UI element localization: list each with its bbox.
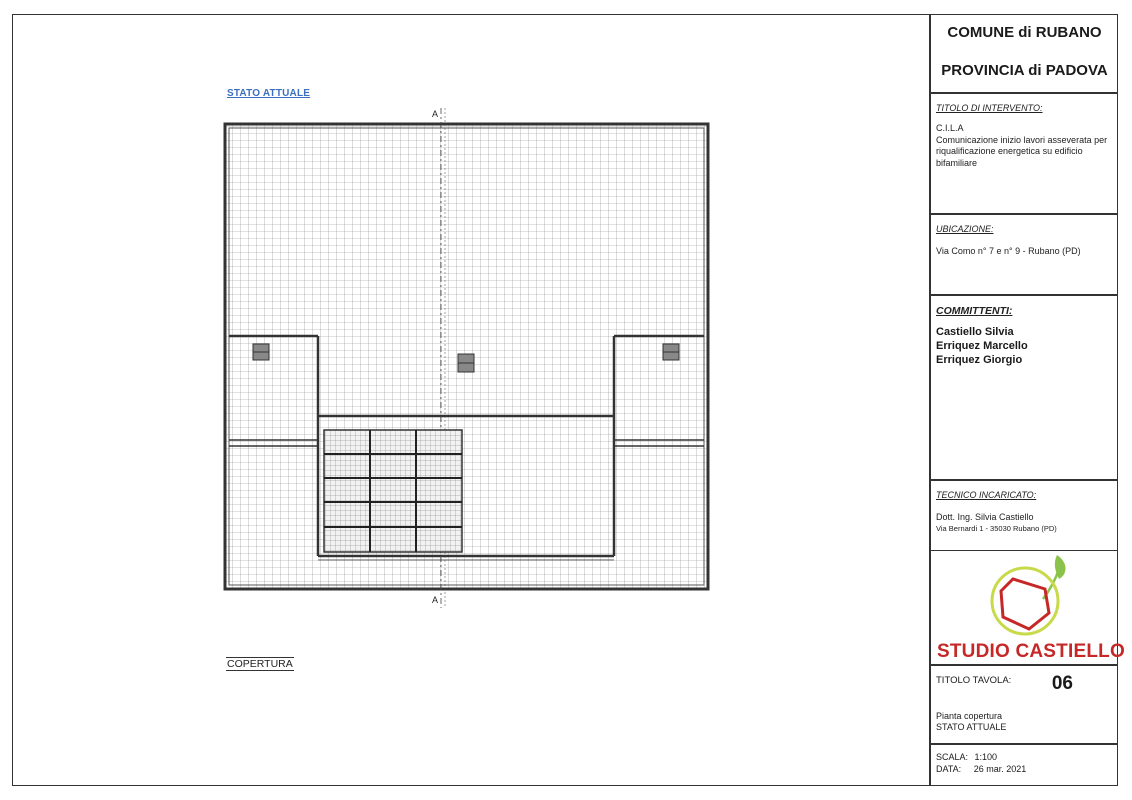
technician-title: TECNICO INCARICATO: <box>936 490 1037 500</box>
title-block <box>929 14 1125 786</box>
studio-logo-icon <box>931 551 1118 643</box>
clients-section <box>931 296 1118 481</box>
date-value: 26 mar. 2021 <box>973 764 1027 774</box>
sheet-desc-1: Pianta copertura <box>936 711 1003 721</box>
sheet-number: 06 <box>1051 673 1073 694</box>
clients-list <box>936 325 1118 367</box>
clients-title: COMMITTENTI: <box>936 305 1013 317</box>
province: PROVINCIA di PADOVA <box>941 62 1108 79</box>
client-name: Castiello Silvia <box>936 326 1014 338</box>
sheet-section <box>931 666 1118 745</box>
studio-logo-section <box>931 551 1125 666</box>
intervention-desc: Comunicazione inizio lavori asseverata per riqualificazione energetica su edificio bifamiliare <box>936 134 1108 168</box>
scale-date-section <box>931 745 1118 786</box>
technician-name: Dott. Ing. Silvia Castiello <box>936 512 1034 522</box>
studio-name: STUDIO CASTIELLO <box>937 641 1125 662</box>
section-mark-bottom: A <box>432 595 439 605</box>
intervention-code: C.I.L.A <box>936 123 964 133</box>
title-block-header <box>931 14 1118 94</box>
section-mark-top: A <box>432 109 439 119</box>
technician-section <box>931 481 1118 551</box>
state-label: STATO ATTUALE <box>227 88 311 99</box>
location-text: Via Como n° 7 e n° 9 - Rubano (PD) <box>936 246 1081 256</box>
location-title: UBICAZIONE: <box>936 224 994 234</box>
location-section <box>931 215 1118 296</box>
date-label: DATA: <box>936 764 962 774</box>
solar-panel-array <box>324 430 462 552</box>
plan-label: COPERTURA <box>227 658 293 670</box>
client-name: Erriquez Marcello <box>936 340 1028 352</box>
intervention-title: TITOLO DI INTERVENTO: <box>936 103 1043 113</box>
sheet-desc-2: STATO ATTUALE <box>936 722 1007 732</box>
scale-row <box>936 751 1118 775</box>
scale-label: SCALA: <box>936 752 969 762</box>
technician-address: Via Bernardi 1 - 35030 Rubano (PD) <box>936 523 1057 533</box>
sheet-title-label: TITOLO TAVOLA: <box>936 675 1012 686</box>
client-name: Erriquez Giorgio <box>936 354 1023 366</box>
scale-value: 1:100 <box>974 752 998 762</box>
municipality: COMUNE di RUBANO <box>947 24 1102 41</box>
intervention-section <box>931 94 1118 215</box>
